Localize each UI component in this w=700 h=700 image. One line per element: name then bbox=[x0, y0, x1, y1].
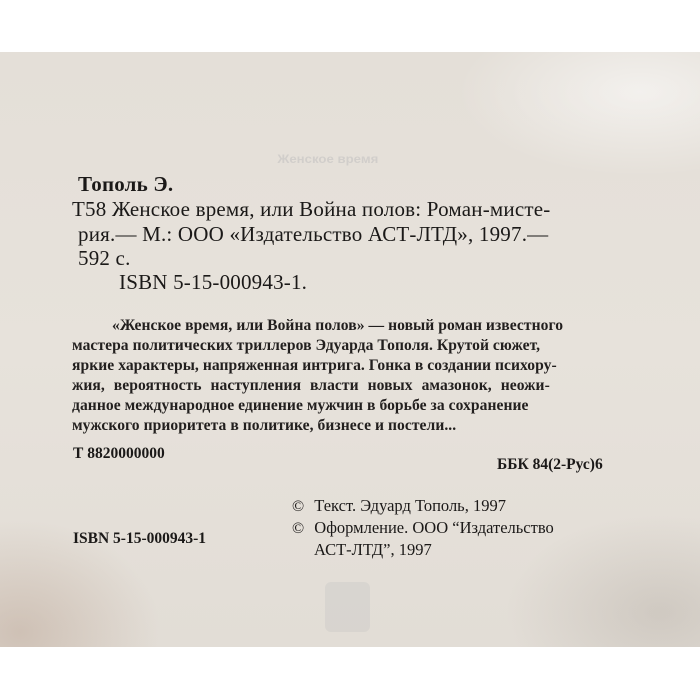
footer-isbn: ISBN 5-15-000943-1 bbox=[73, 530, 207, 547]
copyright-design-label: Оформление. ООО “Издательство bbox=[314, 518, 554, 537]
copyright-icon: © bbox=[292, 520, 305, 537]
copyright-text-label: Текст. Эдуард Тополь, 1997 bbox=[314, 496, 506, 515]
bbk-code: ББК 84(2-Рус)6 bbox=[497, 456, 603, 473]
t-code: Т 8820000000 bbox=[73, 445, 165, 462]
title-line-2: рия.— М.: ООО «Издательство АСТ-ЛТД», 1997.— bbox=[78, 222, 549, 246]
annotation-line: жия, вероятность наступления власти новых амазонок, неожи- bbox=[72, 377, 550, 394]
copyright-icon: © bbox=[292, 498, 305, 515]
bleed-through-mark bbox=[325, 582, 370, 632]
annotation-line: мастера политических триллеров Эдуарда Тополя. Крутой сюжет, bbox=[72, 337, 541, 354]
annotation-line: яркие характеры, напряженная интрига. Гонка в создании психору- bbox=[72, 357, 557, 374]
page-count: 592 с. bbox=[78, 246, 131, 270]
annotation-line: «Женское время, или Война полов» — новый роман известного bbox=[112, 317, 564, 334]
copyright-design-cont: АСТ-ЛТД”, 1997 bbox=[314, 540, 432, 559]
bleed-through-text: Женское время bbox=[277, 152, 379, 166]
copyright-text bbox=[292, 498, 506, 515]
title-text: Женское время, или Война полов: Роман-мисте- bbox=[111, 197, 551, 221]
author-name: Тополь Э. bbox=[78, 172, 174, 196]
annotation-line: мужского приоритета в политике, бизнесе и постели... bbox=[72, 417, 457, 434]
catalog-code: Т58 bbox=[72, 197, 107, 221]
annotation-line: данное международное единение мужчин в борьбе за сохранение bbox=[72, 397, 529, 414]
book-page bbox=[0, 52, 700, 647]
copyright-design bbox=[292, 520, 554, 537]
title-line-1 bbox=[72, 199, 550, 220]
header-isbn: ISBN 5-15-000943-1. bbox=[119, 270, 308, 294]
